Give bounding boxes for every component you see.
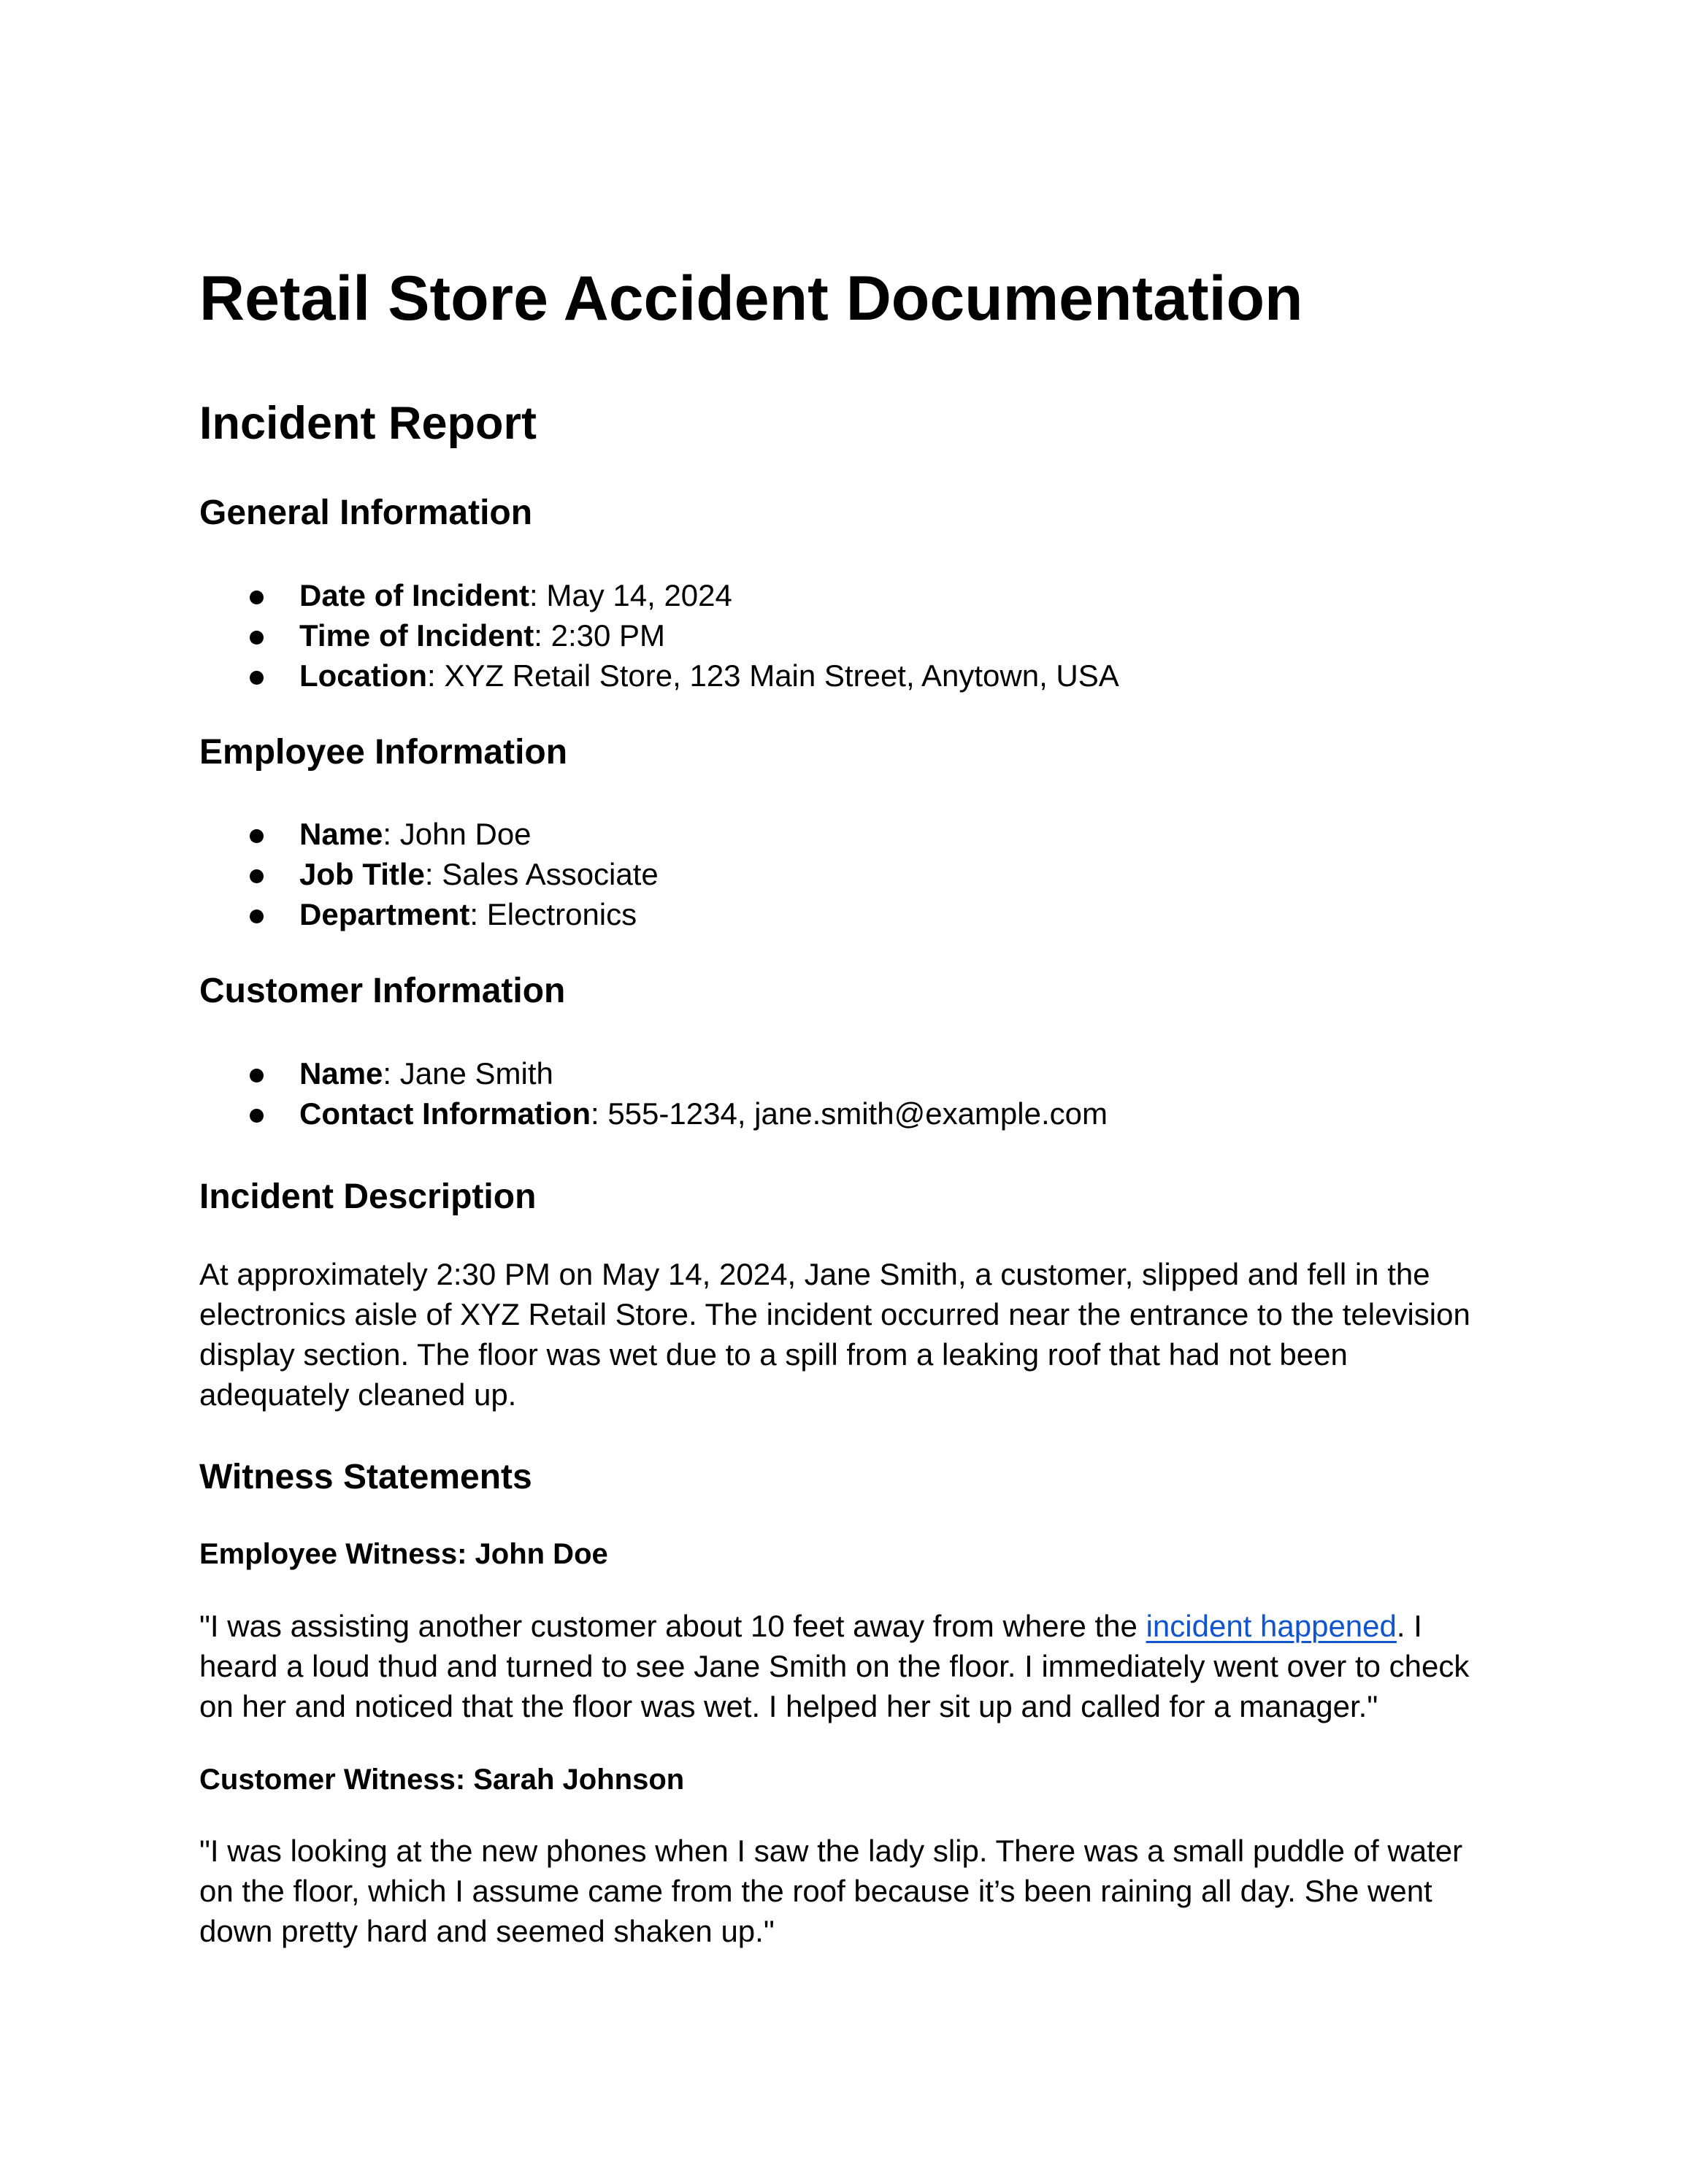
paragraph-line: display section. The floor was wet due to a spill from a leaking roof that had not been bbox=[199, 1337, 1348, 1372]
paragraph-line bbox=[199, 1606, 1484, 1646]
list-item-location bbox=[199, 655, 1119, 696]
paragraph-line: "I was looking at the new phones when I saw the lady slip. There was a small puddle of water bbox=[199, 1834, 1463, 1868]
paragraph-line: At approximately 2:30 PM on May 14, 2024, Jane Smith, a customer, slipped and fell in the bbox=[199, 1257, 1430, 1291]
item-separator: : bbox=[427, 658, 445, 693]
list-item-time-of-incident bbox=[199, 615, 1119, 655]
item-label: Name bbox=[299, 1056, 383, 1091]
paragraph-line: on the floor, which I assume came from the roof because it’s been raining all day. She went bbox=[199, 1874, 1432, 1908]
item-label: Department bbox=[299, 897, 470, 931]
item-label: Location bbox=[299, 658, 427, 693]
item-value: 2:30 PM bbox=[550, 618, 666, 653]
item-value: May 14, 2024 bbox=[546, 578, 732, 612]
bullet-icon bbox=[250, 829, 264, 843]
item-label: Contact Information bbox=[299, 1096, 591, 1131]
list-item-job-title bbox=[199, 854, 659, 894]
heading-employee-information: Employee Information bbox=[199, 733, 568, 772]
statement-text: . I bbox=[1396, 1609, 1422, 1643]
bullet-icon bbox=[250, 671, 264, 685]
paragraph-line: adequately cleaned up. bbox=[199, 1377, 517, 1412]
heading-incident-description: Incident Description bbox=[199, 1177, 537, 1216]
item-value: John Doe bbox=[399, 817, 532, 851]
bullet-icon bbox=[250, 1109, 264, 1123]
item-label: Job Title bbox=[299, 857, 425, 891]
item-separator: : bbox=[590, 1096, 608, 1131]
heading-customer-witness: Customer Witness: Sarah Johnson bbox=[199, 1764, 685, 1796]
heading-customer-information: Customer Information bbox=[199, 972, 566, 1010]
paragraph-line: heard a loud thud and turned to see Jane Smith on the floor. I immediately went over to check bbox=[199, 1649, 1470, 1683]
document-title: Retail Store Accident Documentation bbox=[199, 264, 1303, 334]
heading-general-information: General Information bbox=[199, 493, 533, 532]
item-value: 555-1234, jane.smith@example.com bbox=[607, 1096, 1108, 1131]
list-item-department bbox=[199, 894, 659, 934]
bullet-icon bbox=[250, 869, 264, 883]
paragraph-line: on her and noticed that the floor was wet. I helped her sit up and called for a manager." bbox=[199, 1689, 1378, 1723]
paragraph-line: electronics aisle of XYZ Retail Store. The incident occurred near the entrance to the television bbox=[199, 1297, 1470, 1331]
heading-witness-statements: Witness Statements bbox=[199, 1458, 532, 1496]
item-separator: : bbox=[383, 817, 400, 851]
item-separator: : bbox=[424, 857, 442, 891]
incident-description-paragraph bbox=[199, 1254, 1484, 1415]
general-information-list bbox=[199, 575, 1119, 696]
item-label: Date of Incident bbox=[299, 578, 530, 612]
employee-witness-statement bbox=[199, 1606, 1484, 1726]
bullet-icon bbox=[250, 591, 264, 604]
item-separator: : bbox=[529, 578, 547, 612]
bullet-icon bbox=[250, 910, 264, 923]
section-title-incident-report: Incident Report bbox=[199, 398, 537, 449]
employee-information-list bbox=[199, 814, 659, 934]
heading-employee-witness: Employee Witness: John Doe bbox=[199, 1538, 608, 1570]
item-value: Sales Associate bbox=[442, 857, 659, 891]
statement-text: "I was assisting another customer about 10 feet away from where the bbox=[199, 1609, 1146, 1643]
list-item-contact-information bbox=[199, 1093, 1108, 1134]
bullet-icon bbox=[250, 1069, 264, 1083]
list-item-customer-name bbox=[199, 1053, 1108, 1093]
bullet-icon bbox=[250, 631, 264, 645]
list-item-employee-name bbox=[199, 814, 659, 854]
item-value: Jane Smith bbox=[399, 1056, 553, 1091]
paragraph-line: down pretty hard and seemed shaken up." bbox=[199, 1914, 775, 1948]
list-item-date-of-incident bbox=[199, 575, 1119, 615]
item-separator: : bbox=[534, 618, 551, 653]
incident-happened-link[interactable]: incident happened bbox=[1146, 1609, 1397, 1643]
customer-witness-statement bbox=[199, 1831, 1484, 1951]
item-separator: : bbox=[469, 897, 487, 931]
item-value: Electronics bbox=[486, 897, 637, 931]
item-value: XYZ Retail Store, 123 Main Street, Anytown, USA bbox=[444, 658, 1119, 693]
item-label: Name bbox=[299, 817, 383, 851]
item-label: Time of Incident bbox=[299, 618, 534, 653]
customer-information-list bbox=[199, 1053, 1108, 1134]
item-separator: : bbox=[383, 1056, 400, 1091]
